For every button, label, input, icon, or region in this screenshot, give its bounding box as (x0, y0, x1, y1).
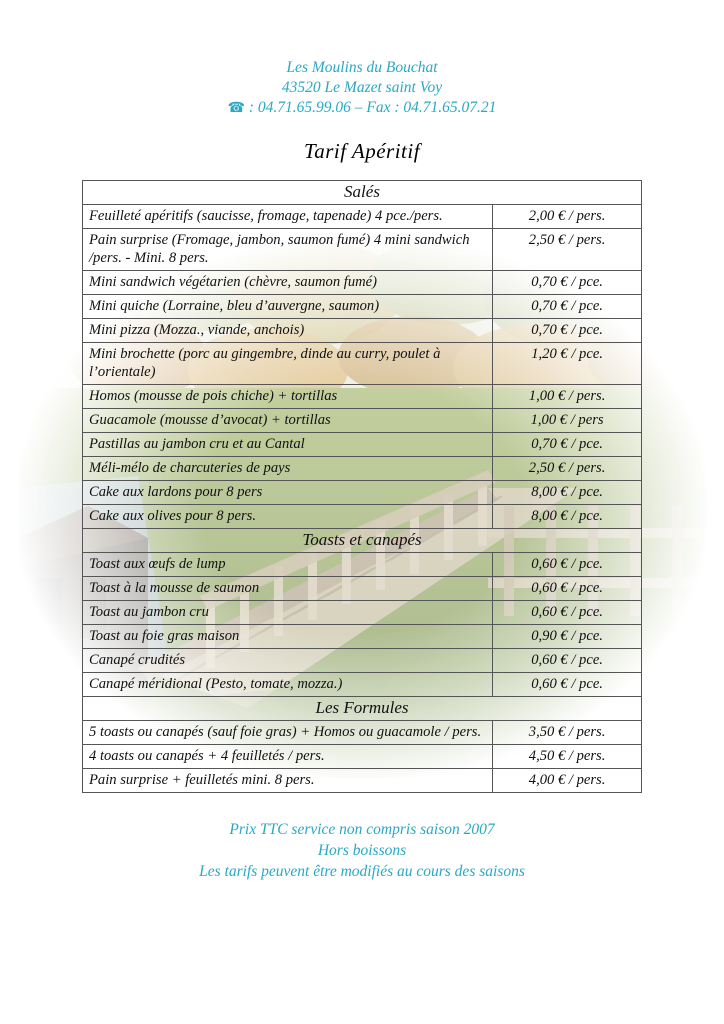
item-description: Toast au jambon cru (83, 601, 493, 625)
section-heading-toasts: Toasts et canapés (83, 529, 642, 553)
price-table (82, 180, 642, 793)
price-table-body (83, 181, 642, 793)
footer-line-3: Les tarifs peuvent être modifiés au cours des saisons (199, 863, 525, 880)
item-description: Pastillas au jambon cru et au Cantal (83, 433, 493, 457)
table-row (83, 271, 642, 295)
table-row (83, 205, 642, 229)
item-price: 4,50 € / pers. (493, 745, 642, 769)
item-price: 0,60 € / pce. (493, 649, 642, 673)
item-price: 0,60 € / pce. (493, 553, 642, 577)
table-row (83, 625, 642, 649)
item-price: 3,50 € / pers. (493, 721, 642, 745)
table-row (83, 577, 642, 601)
table-row (83, 769, 642, 793)
item-description: Mini pizza (Mozza., viande, anchois) (83, 319, 493, 343)
item-price: 8,00 € / pce. (493, 505, 642, 529)
section-header-row (83, 181, 642, 205)
table-row (83, 229, 642, 271)
item-price: 1,00 € / pers. (493, 385, 642, 409)
item-price: 0,70 € / pce. (493, 433, 642, 457)
item-description: Cake aux olives pour 8 pers. (83, 505, 493, 529)
item-price: 0,60 € / pce. (493, 673, 642, 697)
table-row (83, 673, 642, 697)
contact-text: : 04.71.65.99.06 – Fax : 04.71.65.07.21 (248, 99, 497, 116)
page-title: Tarif Apéritif (303, 139, 421, 163)
table-row (83, 649, 642, 673)
item-price: 0,90 € / pce. (493, 625, 642, 649)
section-header-row (83, 697, 642, 721)
table-row (83, 385, 642, 409)
table-row (83, 433, 642, 457)
item-price: 0,70 € / pce. (493, 271, 642, 295)
item-price: 0,70 € / pce. (493, 295, 642, 319)
item-description: Toast au foie gras maison (83, 625, 493, 649)
table-row (83, 505, 642, 529)
item-price: 0,70 € / pce. (493, 319, 642, 343)
item-description: Cake aux lardons pour 8 pers (83, 481, 493, 505)
item-description: Toast aux œufs de lump (83, 553, 493, 577)
item-description: Pain surprise + feuilletés mini. 8 pers. (83, 769, 493, 793)
item-description: Mini brochette (porc au gingembre, dinde au curry, poulet à l’orientale) (83, 343, 493, 385)
item-price: 0,60 € / pce. (493, 577, 642, 601)
item-description: Mini quiche (Lorraine, bleu d’auvergne, saumon) (83, 295, 493, 319)
item-price: 2,50 € / pers. (493, 229, 642, 271)
table-row (83, 319, 642, 343)
footer-line-2: Hors boissons (317, 842, 407, 859)
table-row (83, 295, 642, 319)
item-description: Homos (mousse de pois chiche) + tortillas (83, 385, 493, 409)
business-name: Les Moulins du Bouchat (286, 59, 438, 76)
table-row (83, 457, 642, 481)
item-description: Toast à la mousse de saumon (83, 577, 493, 601)
table-row (83, 409, 642, 433)
telephone-icon: ☎ (227, 101, 246, 116)
item-price: 1,20 € / pce. (493, 343, 642, 385)
section-header-row (83, 529, 642, 553)
item-price: 2,00 € / pers. (493, 205, 642, 229)
item-description: Pain surprise (Fromage, jambon, saumon fumé) 4 mini sandwich /pers. - Mini. 8 pers. (83, 229, 493, 271)
footer-line-1: Prix TTC service non compris saison 2007 (229, 821, 495, 838)
table-row (83, 553, 642, 577)
item-description: Feuilleté apéritifs (saucisse, fromage, tapenade) 4 pce./pers. (83, 205, 493, 229)
item-price: 8,00 € / pce. (493, 481, 642, 505)
footer-notes (0, 819, 724, 882)
item-description: Canapé méridional (Pesto, tomate, mozza.) (83, 673, 493, 697)
table-row (83, 343, 642, 385)
table-row (83, 601, 642, 625)
item-price: 2,50 € / pers. (493, 457, 642, 481)
item-price: 0,60 € / pce. (493, 601, 642, 625)
item-description: Guacamole (mousse d’avocat) + tortillas (83, 409, 493, 433)
letterhead (0, 0, 724, 119)
item-description: Canapé crudités (83, 649, 493, 673)
item-description: Méli-mélo de charcuteries de pays (83, 457, 493, 481)
section-heading-sales: Salés (83, 181, 642, 205)
item-description: 5 toasts ou canapés (sauf foie gras) + Homos ou guacamole / pers. (83, 721, 493, 745)
section-heading-formules: Les Formules (83, 697, 642, 721)
table-row (83, 481, 642, 505)
contact-line (0, 98, 724, 119)
item-description: 4 toasts ou canapés + 4 feuilletés / pers. (83, 745, 493, 769)
business-address: 43520 Le Mazet saint Voy (281, 79, 443, 96)
table-row (83, 745, 642, 769)
item-price: 4,00 € / pers. (493, 769, 642, 793)
item-price: 1,00 € / pers (493, 409, 642, 433)
item-description: Mini sandwich végétarien (chèvre, saumon fumé) (83, 271, 493, 295)
table-row (83, 721, 642, 745)
